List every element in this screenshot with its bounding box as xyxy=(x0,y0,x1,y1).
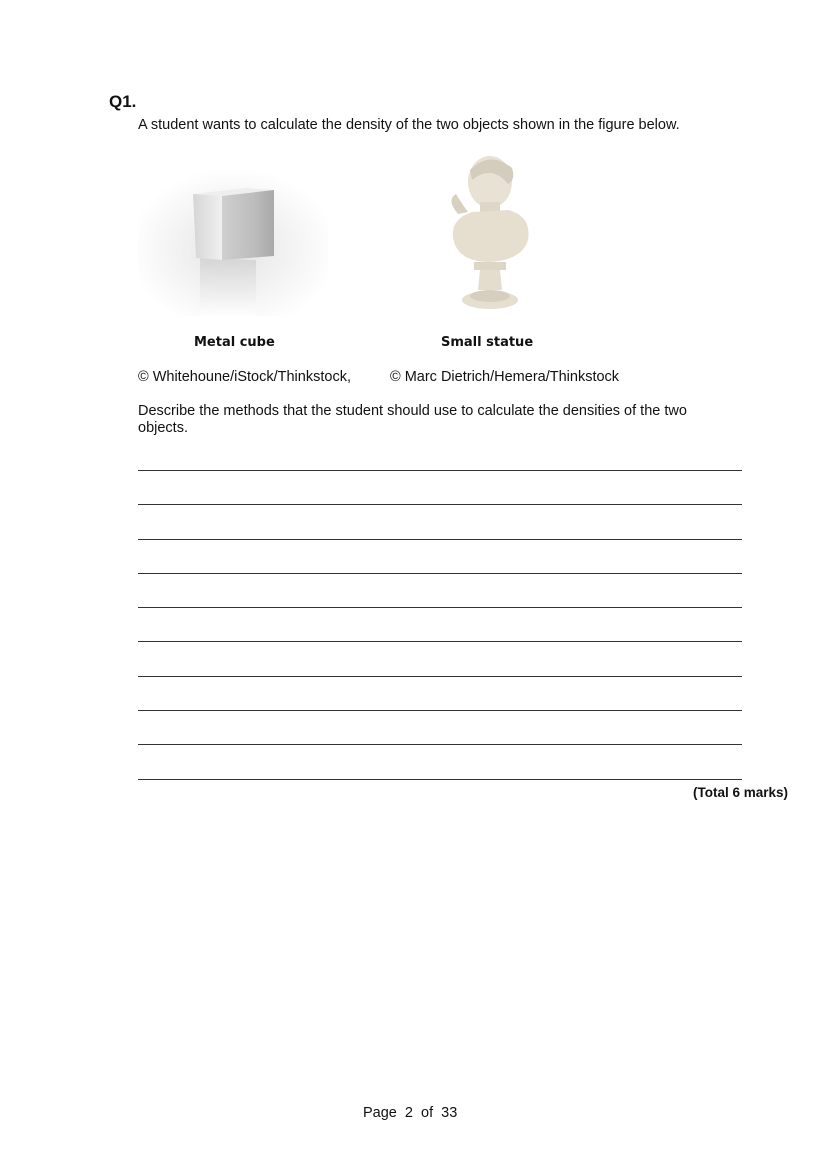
small-statue-image xyxy=(432,150,544,314)
answer-line xyxy=(138,744,742,745)
total-marks: (Total 6 marks) xyxy=(692,785,788,800)
answer-line xyxy=(138,641,742,642)
answer-line xyxy=(138,573,742,574)
page-word: Page xyxy=(363,1105,397,1121)
metal-cube-image xyxy=(138,168,328,316)
page-number: 2 xyxy=(404,1105,413,1121)
metal-cube-caption: Metal cube xyxy=(194,335,275,350)
answer-line xyxy=(138,710,742,711)
answer-line xyxy=(138,539,742,540)
image-credit-cube: © Whitehoune/iStock/Thinkstock, xyxy=(138,369,351,385)
question-instruction: Describe the methods that the student should use to calculate the densities of the two objects. xyxy=(138,403,687,436)
answer-line xyxy=(138,504,742,505)
answer-line xyxy=(138,607,742,608)
answer-line xyxy=(138,470,742,471)
answer-lines xyxy=(138,470,742,813)
answer-line xyxy=(138,676,742,677)
question-intro: A student wants to calculate the density of the two objects shown in the figure below. xyxy=(138,117,680,133)
page-footer xyxy=(363,1105,461,1121)
total-pages: 33 xyxy=(441,1105,458,1121)
image-credit-statue: © Marc Dietrich/Hemera/Thinkstock xyxy=(390,369,620,385)
small-statue-caption: Small statue xyxy=(441,335,534,350)
answer-line xyxy=(138,779,742,780)
of-word: of xyxy=(421,1105,434,1121)
question-number: Q1. xyxy=(109,92,137,111)
